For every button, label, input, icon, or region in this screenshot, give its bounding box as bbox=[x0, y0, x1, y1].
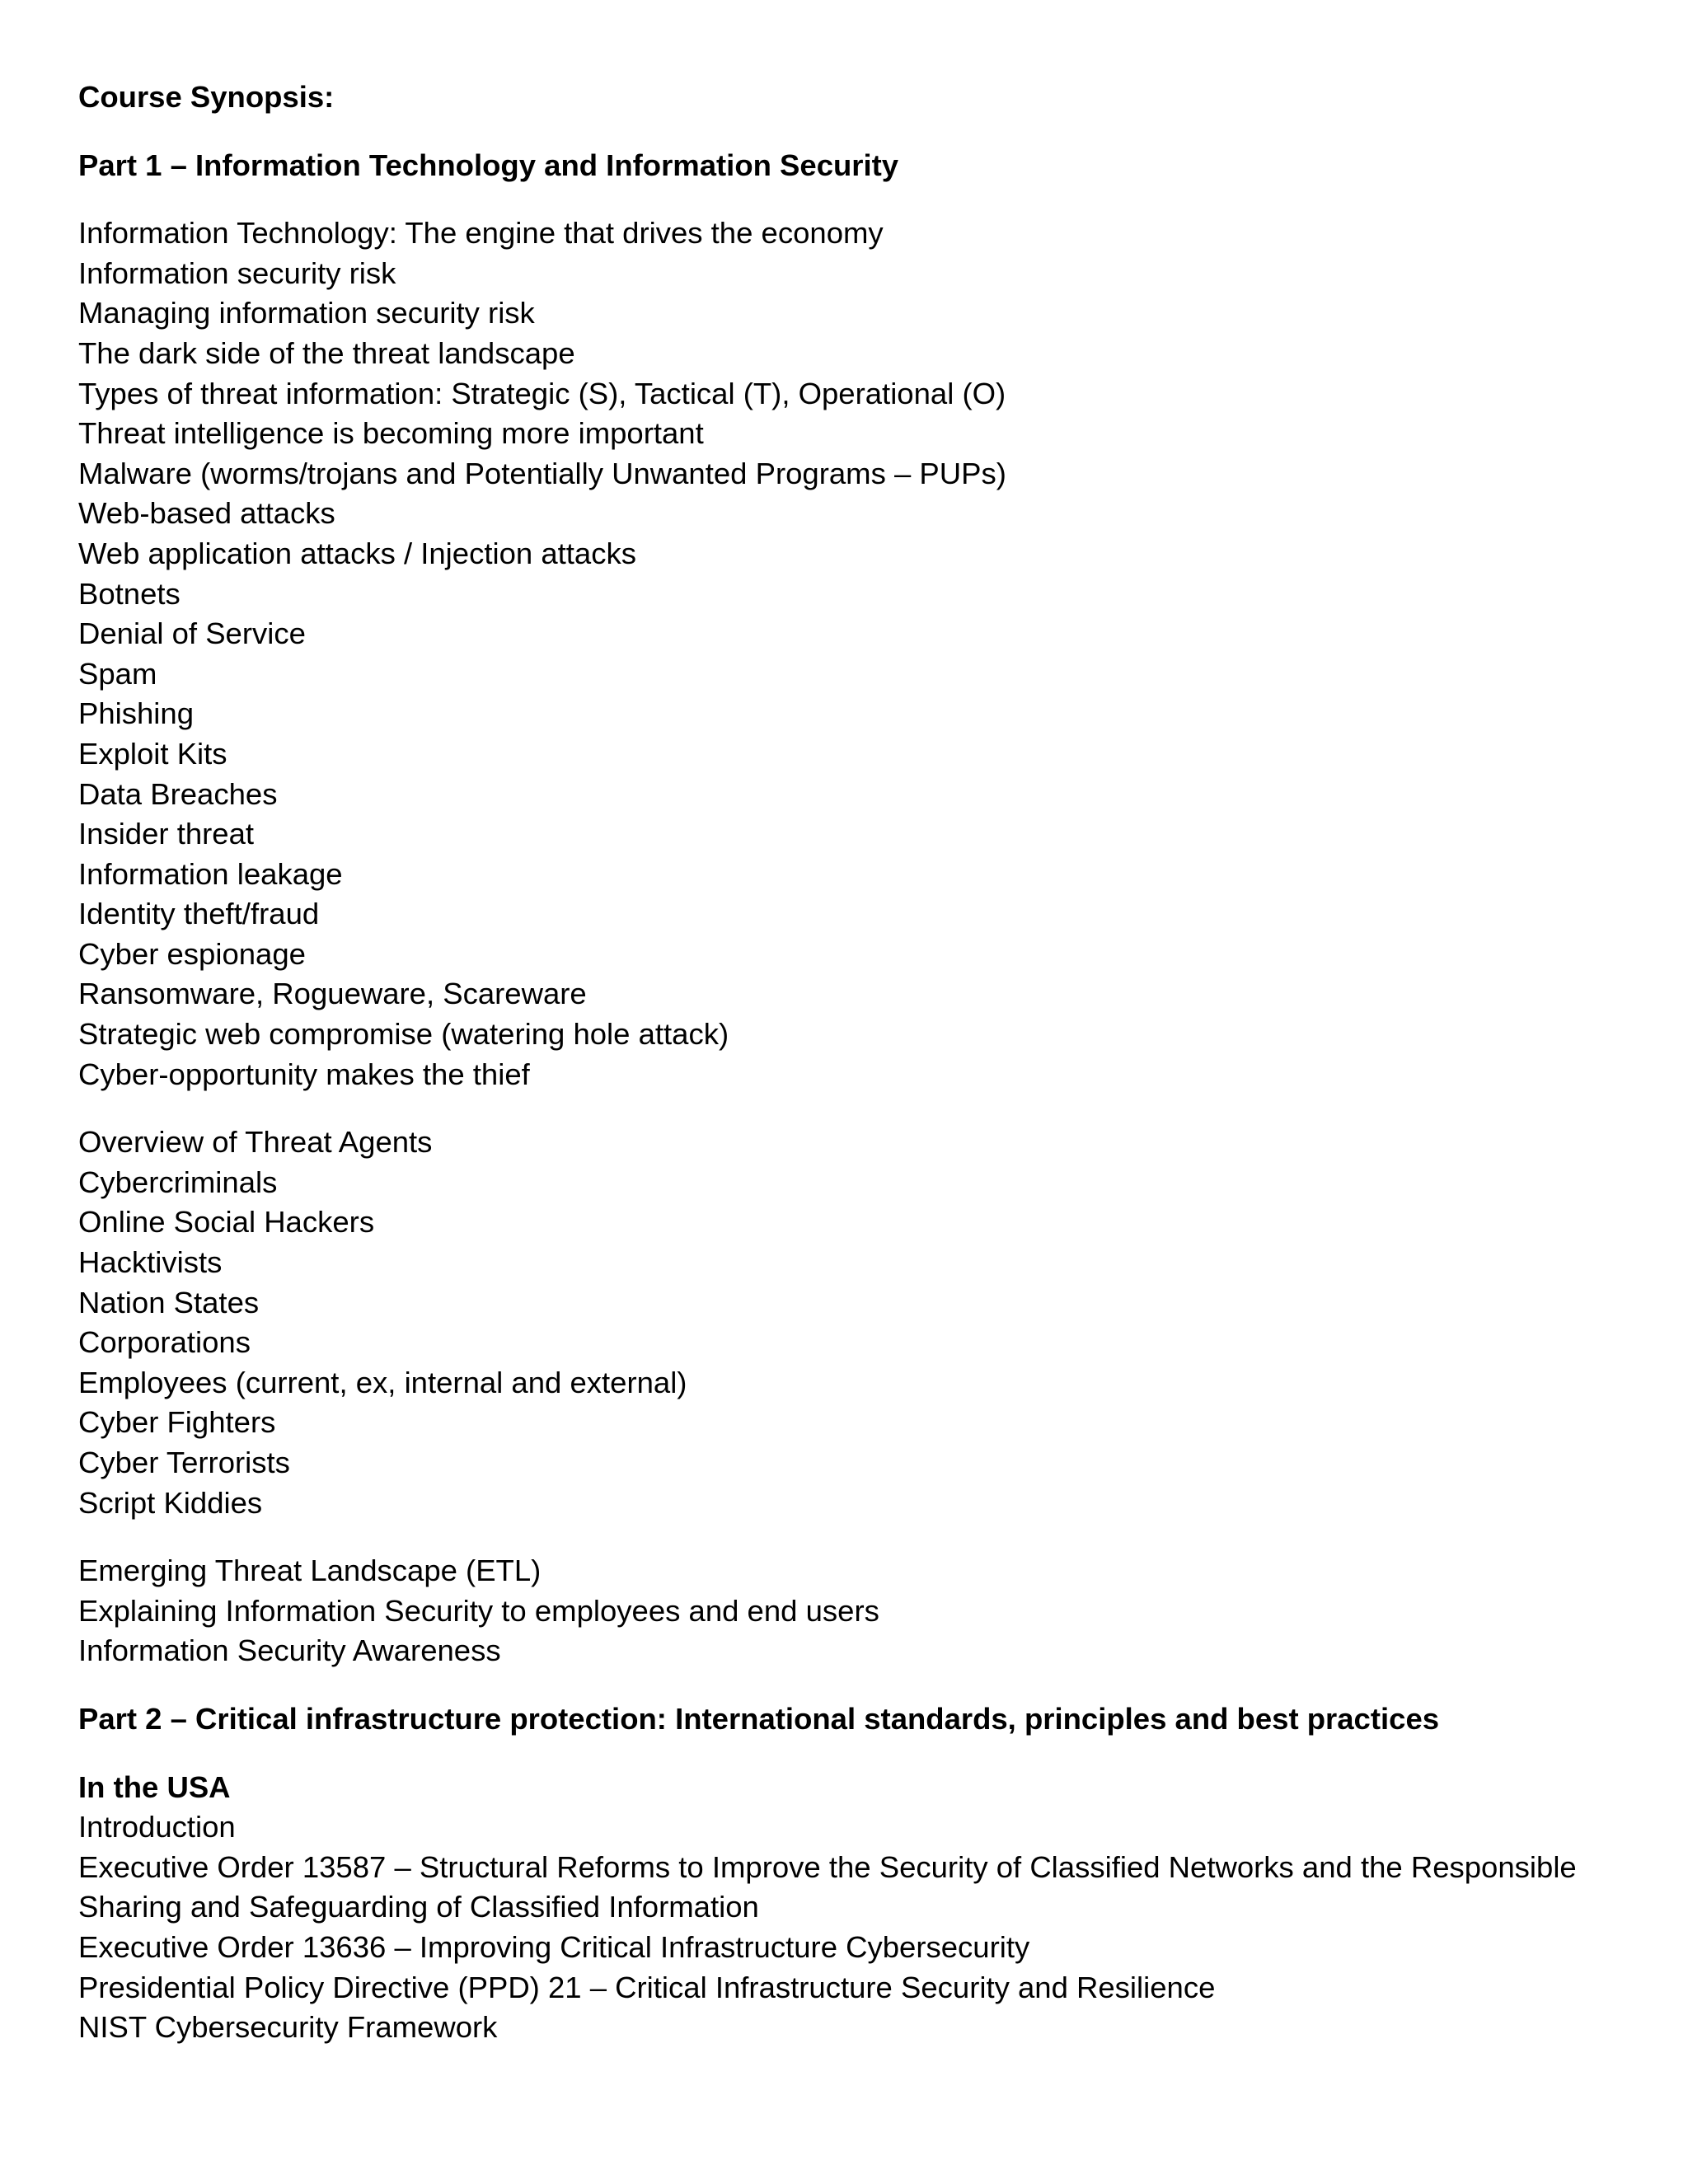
part-2-heading: Part 2 – Critical infrastructure protection: International standards, principles and best practices bbox=[78, 1701, 1440, 1736]
topic-item: Spam bbox=[78, 656, 157, 691]
usa-item: Presidential Policy Directive (PPD) 21 – Critical Infrastructure Security and Resilience bbox=[78, 1970, 1216, 2004]
part-1-topic-list bbox=[78, 213, 1644, 1094]
topic-item: Denial of Service bbox=[78, 616, 306, 651]
awareness-item: Information Security Awareness bbox=[78, 1633, 501, 1668]
topic-item: Strategic web compromise (watering hole attack) bbox=[78, 1017, 729, 1052]
usa-heading: In the USA bbox=[78, 1769, 231, 1804]
usa-item: Executive Order 13636 – Improving Critical Infrastructure Cybersecurity bbox=[78, 1929, 1030, 1964]
threat-agents-list bbox=[78, 1122, 1644, 1523]
threat-agent-item: Cybercriminals bbox=[78, 1165, 278, 1199]
awareness-list bbox=[78, 1551, 1644, 1671]
topic-item: Web-based attacks bbox=[78, 496, 335, 531]
topic-item: Information Technology: The engine that drives the economy bbox=[78, 216, 884, 251]
usa-item: Introduction bbox=[78, 1810, 236, 1844]
threat-agent-item: Overview of Threat Agents bbox=[78, 1125, 433, 1160]
threat-agent-item: Online Social Hackers bbox=[78, 1205, 375, 1240]
topic-item: Managing information security risk bbox=[78, 296, 535, 330]
usa-item: Sharing and Safeguarding of Classified Information bbox=[78, 1890, 759, 1924]
usa-item: Executive Order 13587 – Structural Reforms to Improve the Security of Classified Networks and the Responsible bbox=[78, 1849, 1577, 1884]
topic-item: Phishing bbox=[78, 696, 195, 731]
topic-item: Cyber-opportunity makes the thief bbox=[78, 1057, 530, 1091]
threat-agent-item: Script Kiddies bbox=[78, 1485, 263, 1520]
threat-agent-item: Cyber Terrorists bbox=[78, 1446, 290, 1479]
document-page bbox=[78, 77, 1644, 2048]
topic-item: Information leakage bbox=[78, 856, 343, 891]
topic-item: Insider threat bbox=[78, 817, 255, 851]
topic-item: Identity theft/fraud bbox=[78, 897, 320, 931]
topic-item: Data Breaches bbox=[78, 776, 278, 811]
topic-item: Ransomware, Rogueware, Scareware bbox=[78, 977, 587, 1011]
topic-item: Malware (worms/trojans and Potentially Unwanted Programs – PUPs) bbox=[78, 456, 1006, 490]
threat-agent-item: Corporations bbox=[78, 1325, 251, 1360]
awareness-item: Explaining Information Security to employees and end users bbox=[78, 1593, 879, 1628]
threat-agent-item: Employees (current, ex, internal and external) bbox=[78, 1365, 687, 1399]
topic-item: The dark side of the threat landscape bbox=[78, 335, 575, 370]
topic-item: Information security risk bbox=[78, 255, 396, 290]
threat-agent-item: Hacktivists bbox=[78, 1245, 223, 1280]
topic-item: Types of threat information: Strategic (S), Tactical (T), Operational (O) bbox=[78, 376, 1006, 410]
course-synopsis-title: Course Synopsis: bbox=[78, 80, 335, 114]
topic-item: Botnets bbox=[78, 576, 181, 611]
awareness-item: Emerging Threat Landscape (ETL) bbox=[78, 1554, 542, 1588]
part-1-heading: Part 1 – Information Technology and Information Security bbox=[78, 148, 899, 182]
threat-agent-item: Nation States bbox=[78, 1285, 260, 1319]
usa-section bbox=[78, 1768, 1644, 2048]
topic-item: Threat intelligence is becoming more important bbox=[78, 416, 704, 451]
usa-item: NIST Cybersecurity Framework bbox=[78, 2010, 498, 2045]
threat-agent-item: Cyber Fighters bbox=[78, 1405, 276, 1440]
topic-item: Exploit Kits bbox=[78, 736, 227, 771]
topic-item: Web application attacks / Injection attacks bbox=[78, 536, 636, 570]
topic-item: Cyber espionage bbox=[78, 936, 306, 971]
